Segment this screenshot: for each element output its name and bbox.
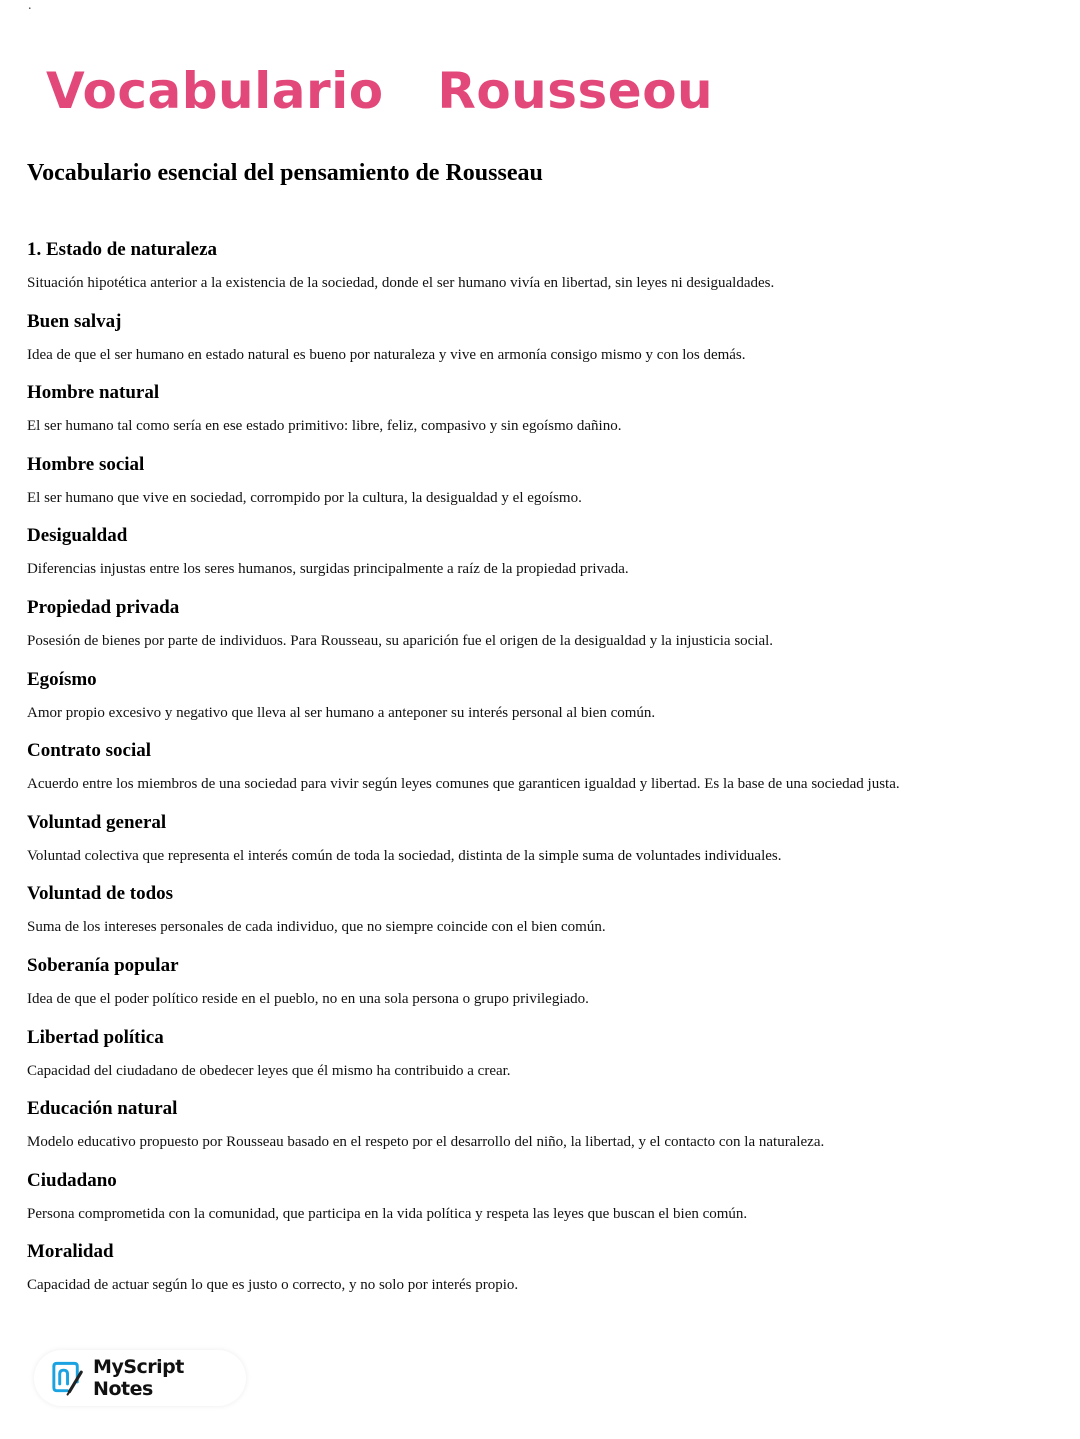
term-title: Soberanía popular (27, 954, 179, 976)
vocabulary-term (27, 309, 1057, 381)
vocabulary-term (27, 1025, 1057, 1097)
top-dot-mark: . (28, 0, 32, 13)
document-heading: Vocabulario esencial del pensamiento de Rousseau (27, 160, 543, 186)
term-definition: El ser humano tal como sería en ese estado primitivo: libre, feliz, compasivo y sin egoísmo dañino. (27, 418, 622, 435)
vocabulary-term (27, 1168, 1057, 1240)
myscript-notes-label: MyScript Notes (93, 1356, 184, 1400)
vocabulary-term (27, 237, 1057, 309)
term-definition: El ser humano que vive en sociedad, corrompido por la cultura, la desigualdad y el egoísmo. (27, 489, 582, 506)
vocabulary-term (27, 1096, 1057, 1168)
vocabulary-term (27, 595, 1057, 667)
term-title: Libertad política (27, 1026, 164, 1048)
term-title: Educación natural (27, 1098, 178, 1120)
term-definition: Idea de que el poder político reside en el pueblo, no en una sola persona o grupo privilegiado. (27, 990, 589, 1007)
term-title: Voluntad general (27, 811, 167, 833)
term-title: Hombre social (27, 453, 145, 475)
term-title: Buen salvaj (27, 310, 122, 332)
term-definition: Acuerdo entre los miembros de una sociedad para vivir según leyes comunes que garanticen igualdad y libertad. Es la base de una sociedad justa. (27, 776, 900, 793)
vocabulary-term (27, 881, 1057, 953)
term-title: Propiedad privada (27, 596, 180, 618)
term-title: Moralidad (27, 1241, 114, 1263)
term-definition: Idea de que el ser humano en estado natural es bueno por naturaleza y vive en armonía consigo mismo y con los demás. (27, 346, 746, 363)
term-definition: Voluntad colectiva que representa el interés común de toda la sociedad, distinta de la simple suma de voluntades individuales. (27, 847, 782, 864)
term-definition: Amor propio excesivo y negativo que lleva al ser humano a anteponer su interés personal al bien común. (27, 704, 656, 721)
term-definition: Modelo educativo propuesto por Rousseau basado en el respeto por el desarrollo del niño, la libertad, y el contacto con la naturaleza. (27, 1134, 825, 1151)
vocabulary-term (27, 810, 1057, 882)
term-definition: Posesión de bienes por parte de individuos. Para Rousseau, su aparición fue el origen de la desigualdad y la injusticia social. (27, 632, 774, 649)
term-title: 1. Estado de naturaleza (27, 239, 217, 260)
term-definition: Situación hipotética anterior a la existencia de la sociedad, donde el ser humano vivía en libertad, sin leyes ni desigualdades. (27, 275, 775, 291)
myscript-notes-icon (48, 1358, 87, 1398)
handwritten-title: Vocabulario Rousseou (46, 62, 714, 120)
term-definition: Capacidad de actuar según lo que es justo o correcto, y no solo por interés propio. (27, 1277, 519, 1294)
term-title: Egoísmo (27, 668, 97, 690)
term-title: Desigualdad (27, 525, 128, 547)
term-title: Contrato social (27, 740, 152, 762)
vocabulary-term (27, 523, 1057, 595)
term-title: Hombre natural (27, 382, 160, 404)
term-title: Voluntad de todos (27, 883, 174, 905)
vocabulary-term (27, 380, 1057, 452)
term-definition: Suma de los intereses personales de cada individuo, que no siempre coincide con el bien común. (27, 919, 606, 936)
term-definition: Persona comprometida con la comunidad, que participa en la vida política y respeta las leyes que buscan el bien común. (27, 1205, 748, 1222)
vocabulary-term (27, 452, 1057, 524)
myscript-notes-badge (34, 1350, 246, 1406)
vocabulary-list (27, 237, 1057, 1311)
term-definition: Capacidad del ciudadano de obedecer leyes que él mismo ha contribuido a crear. (27, 1062, 511, 1079)
term-definition: Diferencias injustas entre los seres humanos, surgidas principalmente a raíz de la propiedad privada. (27, 561, 629, 578)
vocabulary-term (27, 953, 1057, 1025)
vocabulary-term (27, 1239, 1057, 1311)
term-title: Ciudadano (27, 1169, 117, 1191)
vocabulary-term (27, 738, 1057, 810)
vocabulary-term (27, 667, 1057, 739)
